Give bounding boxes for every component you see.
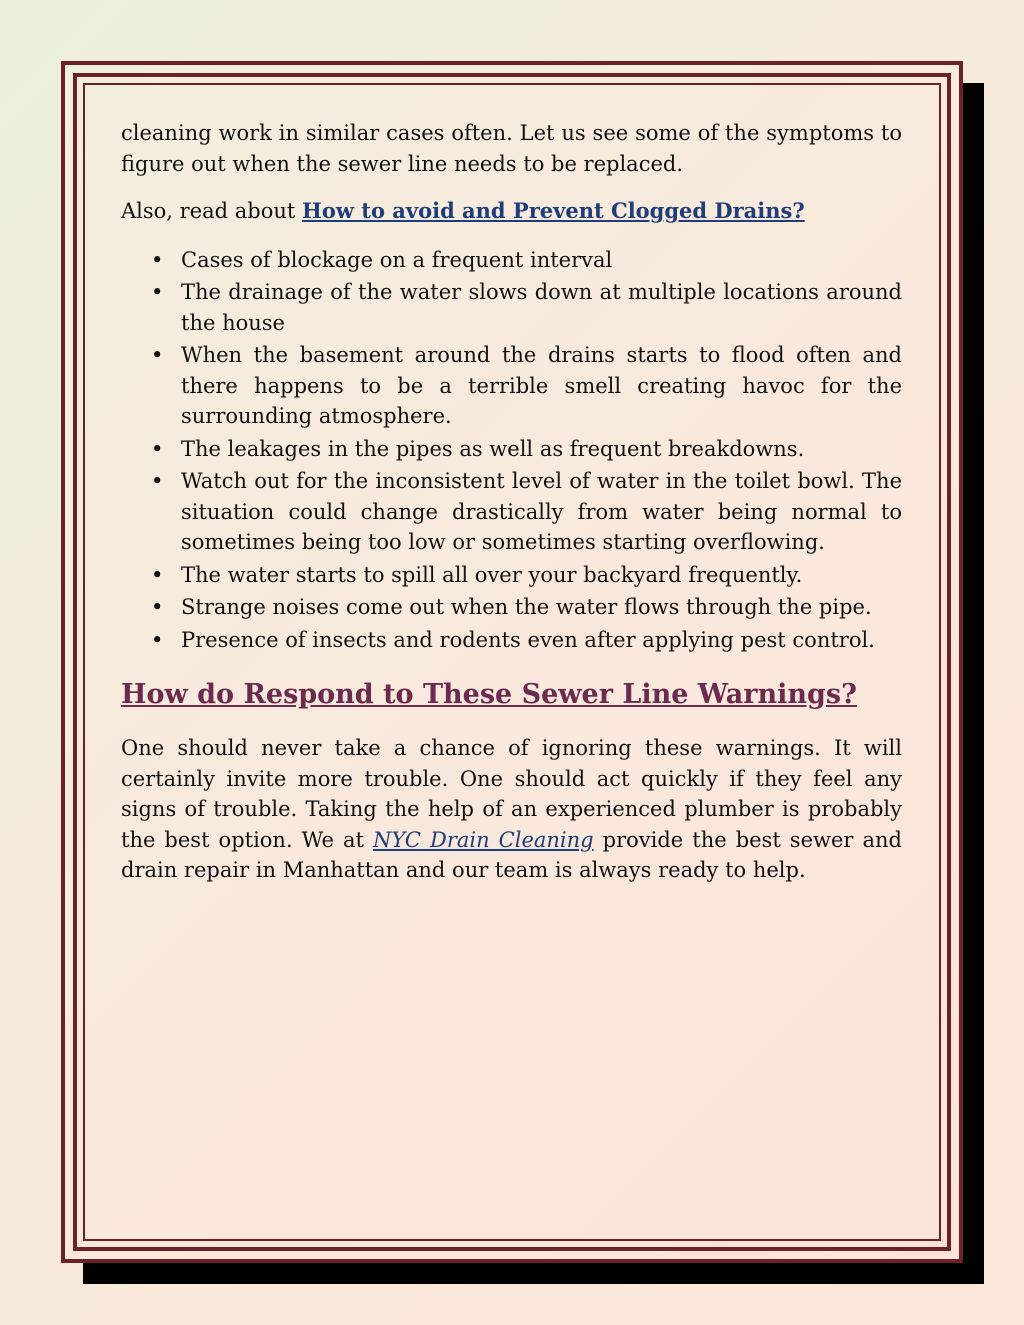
bullet-icon: • [151,469,164,493]
bullet-icon: • [151,627,164,652]
section-heading: How do Respond to These Sewer Line Warnings? [121,679,857,710]
symptoms-list [121,245,902,656]
list-item-text: Strange noises come out when the water flows through the pipe. [181,595,872,619]
list-item-text: Presence of insects and rodents even after applying pest control. [181,627,875,652]
list-item [121,560,902,591]
closing-text-after: provide the best sewer and drain repair in Manhattan and our team is always ready to help. [121,827,902,882]
bullet-icon: • [151,562,164,587]
also-read-prefix: Also, read about [121,199,303,223]
closing-text-before: One should never take a chance of ignoring these warnings. It will certainly invite more trouble. One should act quickly if they feel any signs of trouble. Taking the help of an experienced plumber is probably the best option. We at [121,736,902,852]
list-item-text: The drainage of the water slows down at multiple locations around the house [181,280,902,335]
bullet-icon: • [151,280,164,304]
bullet-icon: • [151,343,164,367]
also-read-line [121,196,902,227]
bullet-icon: • [151,595,164,619]
list-item [121,434,902,465]
list-item-text: Cases of blockage on a frequent interval [181,247,613,272]
clogged-drains-link[interactable]: How to avoid and Prevent Clogged Drains? [302,198,805,223]
list-item [121,466,902,558]
list-item [121,245,902,276]
closing-paragraph [121,733,902,886]
list-item-text: The leakages in the pipes as well as frequent breakdowns. [181,436,805,461]
page-content [121,118,902,886]
bullet-icon: • [151,247,164,272]
list-item-text: When the basement around the drains starts to flood often and there happens to be a terrible smell creating havoc for the surrounding atmosphere. [181,343,902,428]
list-item [121,277,902,338]
nyc-drain-cleaning-link[interactable]: NYC Drain Cleaning [373,827,594,852]
list-item [121,625,902,656]
list-item-text: The water starts to spill all over your backyard frequently. [181,562,803,587]
bullet-icon: • [151,436,164,461]
list-item [121,592,902,623]
intro-paragraph: cleaning work in similar cases often. Let us see some of the symptoms to figure out when the sewer line needs to be replaced. [121,121,902,176]
list-item [121,340,902,432]
list-item-text: Watch out for the inconsistent level of water in the toilet bowl. The situation could change drastically from water being normal to sometimes being too low or sometimes starting overflowing. [181,469,902,554]
